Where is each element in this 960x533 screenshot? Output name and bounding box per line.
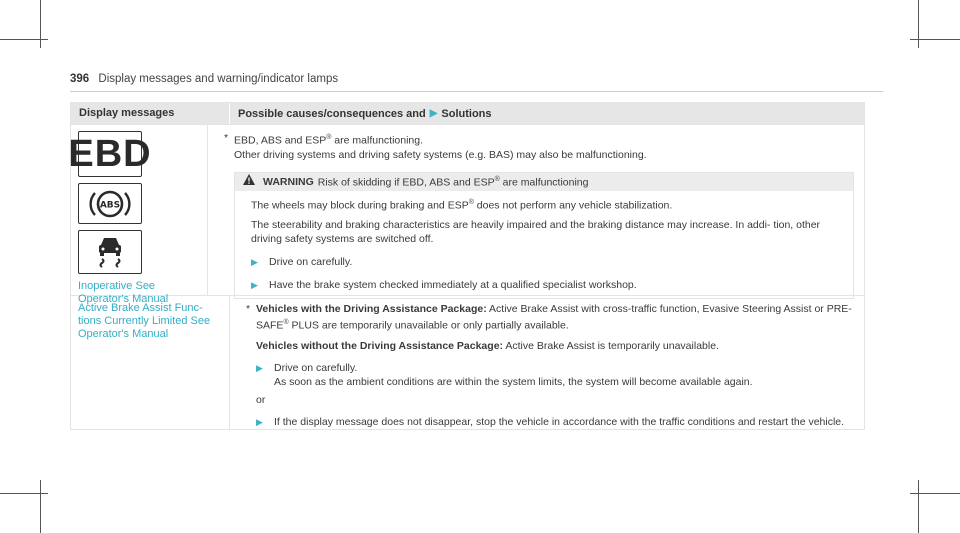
col2-header xyxy=(230,103,864,124)
crop-mark xyxy=(0,493,48,494)
arrow-icon: ▶ xyxy=(251,280,258,290)
col1-header: Display messages xyxy=(71,103,230,124)
messages-table xyxy=(70,102,865,430)
page-number: 396 xyxy=(70,73,90,85)
display-message-cell xyxy=(68,125,208,305)
causes-solutions-cell xyxy=(230,296,864,429)
warning-label: WARNING xyxy=(263,175,314,188)
crop-mark xyxy=(40,480,41,533)
table-header xyxy=(71,103,864,124)
display-message-text: Active Brake Assist Func- tions Currently Limited See Operator's Manual xyxy=(78,302,211,340)
cause-detail: Other driving systems and driving safety systems (e.g. BAS) may also be malfunctioning. xyxy=(234,148,647,161)
display-message-text: Inoperative See Operator's Manual xyxy=(78,280,169,305)
warning-header xyxy=(235,173,853,191)
ebd-icon: EBD xyxy=(78,131,142,177)
page-title: Display messages and warning/indicator lamps xyxy=(98,73,339,85)
crop-mark xyxy=(910,39,960,40)
col2-header-solutions: Solutions xyxy=(441,107,492,120)
crop-mark xyxy=(910,493,960,494)
arrow-icon: ▶ xyxy=(256,362,263,373)
solution-step: ▶ Drive on carefully. As soon as the ambient conditions are within the system limits, the system will become available again. xyxy=(256,361,753,388)
crop-mark xyxy=(0,39,48,40)
solution-step: ▶ If the display message does not disappear, stop the vehicle in accordance with the traffic conditions and restart the vehicle. xyxy=(256,415,845,428)
svg-text:ABS: ABS xyxy=(99,200,121,210)
col2-header-causes: Possible causes/consequences and xyxy=(238,107,426,120)
table-row xyxy=(68,124,864,305)
solution-step: ▶ Drive on carefully. xyxy=(251,256,353,268)
causes-solutions-cell xyxy=(208,125,864,295)
crop-mark xyxy=(918,0,919,48)
or-separator: or xyxy=(256,393,266,406)
warning-body: The wheels may block during braking and ESP® does not perform any vehicle stabilization. The steerability and braking characteristics are heavily impaired and the braking distance may increase. In addi- tion, other driving safety systems are switched off. ▶ Drive on carefully. ▶ Have the brake system checked immediately at a qualified specialist workshop. xyxy=(235,191,853,299)
cause-item: * Vehicles with the Driving Assistance Package: Active Brake Assist with cross-traffic function, Evasive Steering Assist or PRE-SAFE® PLUS are temporarily unavailable or only partially available. xyxy=(246,303,852,332)
header-rule xyxy=(70,91,883,92)
cause-item: * EBD, ABS and ESP® are malfunctioning. xyxy=(224,132,424,147)
warning-title: Risk of skidding if EBD, ABS and ESP® are malfunctioning xyxy=(317,176,589,189)
warning-triangle-icon xyxy=(243,174,255,189)
esp-off-icon xyxy=(78,230,142,274)
arrow-icon: ▶ xyxy=(251,257,258,267)
table-row xyxy=(71,295,864,429)
arrow-icon: ▶ xyxy=(429,108,438,119)
cause-item: Vehicles without the Driving Assistance Package: Active Brake Assist is temporarily unavailable. xyxy=(256,339,719,352)
page-header xyxy=(70,73,338,85)
warning-paragraph: The steerability and braking characteristics are heavily impaired and the braking distance may increase. In addi- tion, other driving safety systems are switched off. xyxy=(251,219,821,245)
display-message-cell xyxy=(71,296,230,429)
crop-mark xyxy=(40,0,41,48)
crop-mark xyxy=(918,480,919,533)
solution-step: ▶ Have the brake system checked immediately at a qualified specialist workshop. xyxy=(251,279,637,291)
arrow-icon: ▶ xyxy=(256,416,263,427)
warning-box xyxy=(234,172,854,300)
abs-icon xyxy=(78,183,142,224)
